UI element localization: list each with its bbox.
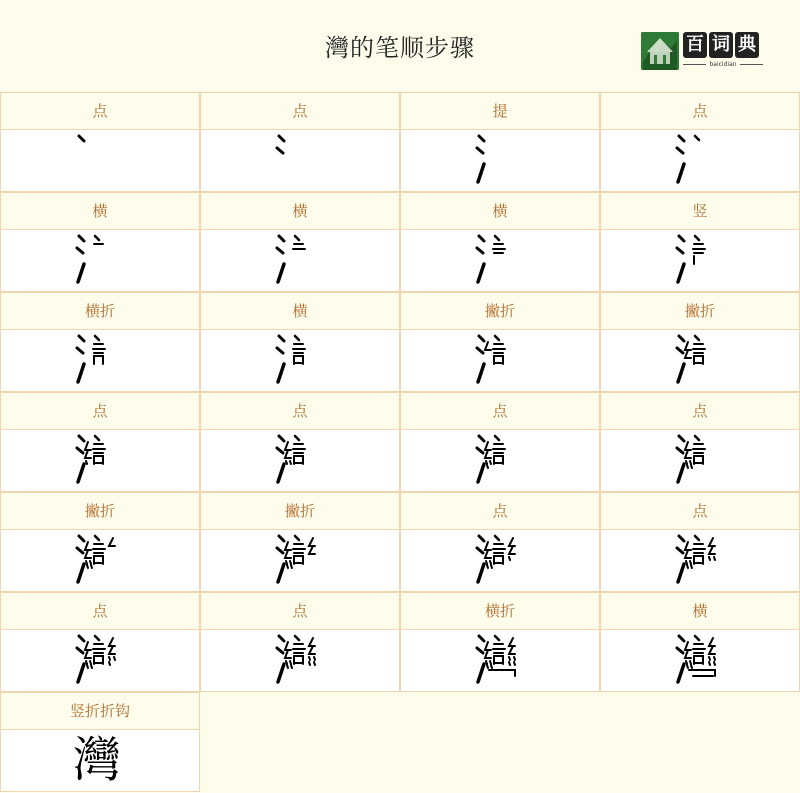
stroke-step-cell — [400, 192, 600, 292]
stroke-name-label: 提 — [401, 93, 599, 130]
stroke-step-cell — [400, 592, 600, 692]
header — [0, 0, 800, 92]
final-character: 灣 — [73, 732, 122, 788]
stroke-glyph-area — [401, 230, 599, 292]
stroke-step-cell — [400, 292, 600, 392]
stroke-glyph-area — [201, 330, 399, 392]
stroke-progress-glyph — [675, 632, 727, 690]
stroke-step-cell — [400, 392, 600, 492]
stroke-glyph-area — [601, 430, 799, 492]
stroke-progress-glyph — [75, 632, 127, 690]
stroke-name-label: 横折 — [401, 593, 599, 630]
stroke-name-label: 竖折折钩 — [1, 693, 199, 730]
stroke-step-cell — [400, 92, 600, 192]
stroke-name-label: 横 — [201, 193, 399, 230]
stroke-glyph-area — [201, 530, 399, 592]
stroke-name-label: 点 — [601, 93, 799, 130]
stroke-step-cell — [0, 592, 200, 692]
stroke-step-cell — [0, 292, 200, 392]
stroke-step-cell — [0, 692, 200, 792]
stroke-name-label: 撇折 — [401, 293, 599, 330]
stroke-name-label: 点 — [401, 393, 599, 430]
stroke-glyph-area — [401, 130, 599, 192]
logo-subtitle — [683, 61, 763, 68]
stroke-progress-glyph — [475, 332, 527, 390]
stroke-progress-glyph — [275, 632, 327, 690]
stroke-step-cell — [200, 592, 400, 692]
stroke-step-cell — [0, 192, 200, 292]
stroke-glyph-area — [201, 430, 399, 492]
stroke-glyph-area — [1, 330, 199, 392]
stroke-step-cell — [600, 392, 800, 492]
stroke-name-label: 点 — [201, 393, 399, 430]
stroke-name-label: 点 — [201, 93, 399, 130]
stroke-name-label: 横 — [601, 593, 799, 630]
stroke-glyph-area — [401, 630, 599, 692]
stroke-step-cell — [600, 192, 800, 292]
stroke-glyph-area — [601, 130, 799, 192]
stroke-name-label: 点 — [601, 393, 799, 430]
stroke-name-label: 点 — [401, 493, 599, 530]
stroke-glyph-area — [1, 430, 199, 492]
stroke-step-cell — [600, 492, 800, 592]
stroke-progress-glyph — [75, 332, 127, 390]
stroke-progress-glyph — [75, 232, 127, 290]
stroke-progress-glyph — [675, 432, 727, 490]
stroke-progress-glyph — [475, 532, 527, 590]
stroke-progress-glyph — [275, 532, 327, 590]
stroke-step-cell — [600, 92, 800, 192]
stroke-step-cell — [600, 292, 800, 392]
stroke-name-label: 横折 — [1, 293, 199, 330]
stroke-step-cell — [200, 92, 400, 192]
stroke-glyph-area — [1, 730, 199, 792]
stroke-step-cell — [0, 492, 200, 592]
stroke-glyph-area — [1, 530, 199, 592]
stroke-progress-glyph — [475, 632, 527, 690]
stroke-step-cell — [200, 392, 400, 492]
logo-char: 百 — [683, 32, 707, 58]
stroke-glyph-area — [201, 230, 399, 292]
stroke-progress-glyph — [275, 132, 327, 190]
stroke-glyph-area — [601, 330, 799, 392]
logo-wordmark — [683, 32, 759, 60]
stroke-progress-glyph — [275, 232, 327, 290]
stroke-name-label: 竖 — [601, 193, 799, 230]
stroke-name-label: 横 — [401, 193, 599, 230]
stroke-glyph-area — [401, 430, 599, 492]
stroke-glyph-area — [201, 630, 399, 692]
page-title: 灣的笔顺步骤 — [325, 34, 475, 62]
stroke-progress-glyph — [675, 532, 727, 590]
logo-char: 词 — [709, 32, 733, 58]
stroke-step-cell — [400, 492, 600, 592]
stroke-progress-glyph — [475, 432, 527, 490]
stroke-glyph-area — [601, 630, 799, 692]
stroke-glyph-area — [601, 230, 799, 292]
baicidian-logo[interactable] — [641, 32, 765, 72]
stroke-glyph-area — [1, 130, 199, 192]
stroke-progress-glyph — [275, 332, 327, 390]
stroke-progress-glyph — [475, 232, 527, 290]
stroke-glyph-area — [401, 330, 599, 392]
stroke-step-cell — [600, 592, 800, 692]
logo-subtitle-text: baicidian — [709, 61, 737, 68]
stroke-name-label: 点 — [1, 593, 199, 630]
stroke-progress-glyph — [675, 332, 727, 390]
stroke-progress-glyph — [475, 132, 527, 190]
logo-char: 典 — [735, 32, 759, 58]
stroke-name-label: 点 — [1, 393, 199, 430]
stroke-progress-glyph — [75, 132, 127, 190]
stroke-step-cell — [0, 392, 200, 492]
stroke-name-label: 撇折 — [201, 493, 399, 530]
stroke-progress-glyph — [75, 532, 127, 590]
stroke-progress-glyph — [275, 432, 327, 490]
stroke-name-label: 横 — [201, 293, 399, 330]
stroke-glyph-area — [401, 530, 599, 592]
logo-building-icon — [641, 32, 679, 70]
stroke-name-label: 撇折 — [1, 493, 199, 530]
stroke-name-label: 撇折 — [601, 293, 799, 330]
stroke-glyph-area — [1, 630, 199, 692]
stroke-step-cell — [200, 192, 400, 292]
stroke-step-cell — [200, 492, 400, 592]
stroke-step-cell — [0, 92, 200, 192]
stroke-name-label: 横 — [1, 193, 199, 230]
stroke-name-label: 点 — [601, 493, 799, 530]
stroke-progress-glyph — [75, 432, 127, 490]
stroke-step-cell — [200, 292, 400, 392]
stroke-name-label: 点 — [1, 93, 199, 130]
stroke-glyph-area — [601, 530, 799, 592]
stroke-progress-glyph — [675, 232, 727, 290]
stroke-glyph-area — [201, 130, 399, 192]
stroke-progress-glyph — [675, 132, 727, 190]
stroke-glyph-area — [1, 230, 199, 292]
stroke-name-label: 点 — [201, 593, 399, 630]
